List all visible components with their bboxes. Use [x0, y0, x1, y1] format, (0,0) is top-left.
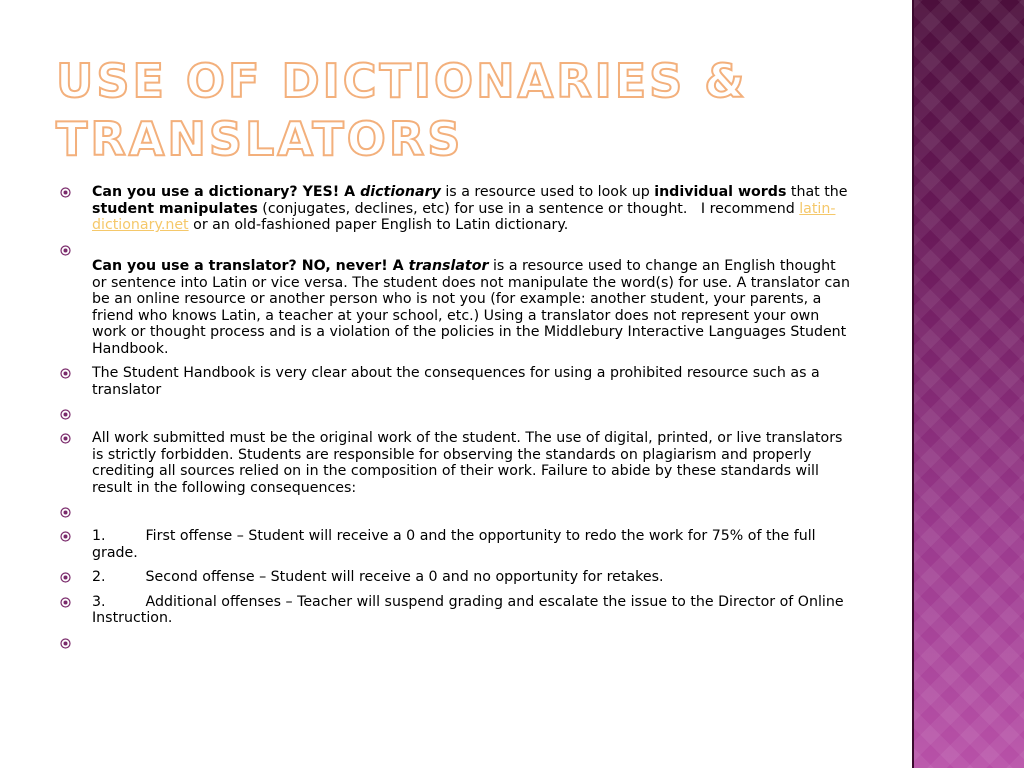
list-item-text: 3. Additional offenses – Teacher will suspend grading and escalate the issue to the Director of Online Instruction.: [92, 593, 844, 626]
list-item: [60, 569, 850, 586]
list-item: [60, 430, 850, 496]
circled-dot-icon: [60, 433, 71, 444]
list-item: [60, 365, 850, 398]
circled-dot-icon: [60, 368, 71, 379]
circled-dot-icon: [60, 187, 71, 198]
circled-dot-icon: [60, 572, 71, 583]
list-item: [60, 504, 850, 520]
list-number: 1.: [92, 528, 106, 544]
list-item: [60, 184, 850, 234]
list-item-text: All work submitted must be the original work of the student. The use of digital, printed, or live translators is strictly forbidden. Students are responsible for observing the standards on plagiarism and properly crediting all sources relied on in the composition of their work. Failure to abide by these standards will result in the following consequences:: [92, 430, 843, 496]
circled-dot-icon: [60, 638, 71, 649]
list-item: [60, 406, 850, 422]
list-item: [60, 528, 850, 561]
list-item-text: Can you use a translator? NO, never! A translator is a resource used to change an English thought or sentence into Latin or vice versa. The student does not manipulate the word(s) for use. A translator can be an online resource or another person who is not you (for example: another student, your parents, a friend who knows Latin, a teacher at your school, etc.) Using a translator does not represent your own work or thought process and is a violation of the policies in the Middlebury Interactive Languages Student Handbook.: [92, 258, 850, 357]
list-item-text: Can you use a dictionary? YES! A dictionary is a resource used to look up individual words that the student manipulates (conjugates, declines, etc) for use in a sentence or thought. I recommend latin-dictionary.net or an old-fashioned paper English to Latin dictionary.: [92, 184, 848, 233]
circled-dot-icon: [60, 245, 71, 256]
list-number: 2.: [92, 569, 106, 585]
slide-title: USE OF DICTIONARIES & TRANSLATORS: [56, 54, 748, 166]
list-number: 3.: [92, 593, 106, 610]
list-item: [60, 594, 850, 627]
list-item: [60, 242, 850, 358]
bullet-list: [60, 184, 850, 659]
list-item-text: 1. First offense – Student will receive a 0 and the opportunity to redo the work for 75% of the full grade.: [92, 528, 816, 561]
list-item-text: 2. Second offense – Student will receive a 0 and no opportunity for retakes.: [92, 569, 664, 585]
decorative-sidebar: [912, 0, 1024, 768]
circled-dot-icon: [60, 507, 71, 518]
circled-dot-icon: [60, 597, 71, 608]
circled-dot-icon: [60, 409, 71, 420]
list-item: [60, 635, 850, 651]
list-item-text: The Student Handbook is very clear about the consequences for using a prohibited resource such as a translator: [92, 365, 820, 398]
circled-dot-icon: [60, 531, 71, 542]
dictionary-link[interactable]: latin-dictionary.net: [92, 200, 836, 233]
